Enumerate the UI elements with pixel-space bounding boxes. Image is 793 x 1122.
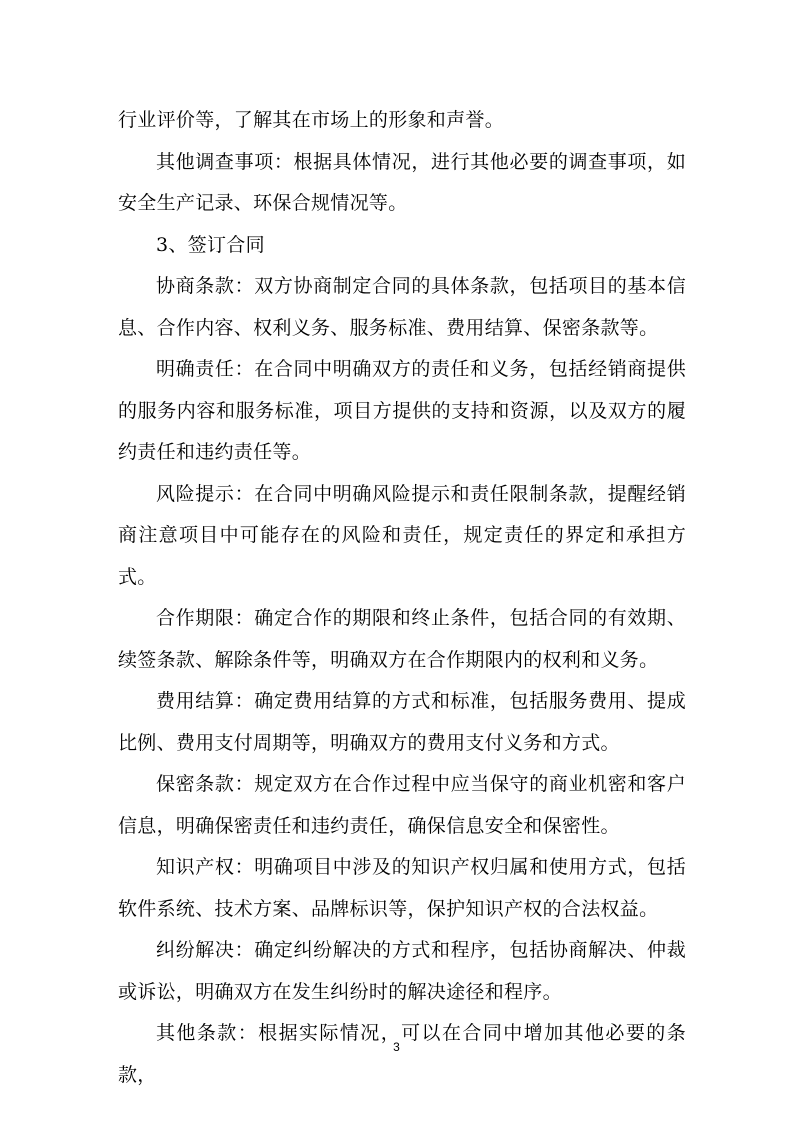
page-number: 3 [393, 1040, 400, 1054]
paragraph-intellectual-property: 知识产权：明确项目中涉及的知识产权归属和使用方式，包括软件系统、技术方案、品牌标识等，保护知识产权的合法权益。 [118, 856, 686, 920]
paragraph-confidentiality: 保密条款：规定双方在合作过程中应当保守的商业机密和客户信息，明确保密责任和违约责任，确保信息安全和保密性。 [118, 773, 686, 837]
paragraph-risk-notice: 风险提示：在合同中明确风险提示和责任限制条款，提醒经销商注意项目中可能存在的风险和责任，规定责任的界定和承担方式。 [118, 482, 686, 588]
paragraph-other-terms: 其他条款：根据实际情况，可以在合同中增加其他必要的条款， [118, 1022, 686, 1086]
paragraph-fee-settlement: 费用结算：确定费用结算的方式和标准，包括服务费用、提成比例、费用支付周期等，明确双方的费用支付义务和方式。 [118, 690, 686, 754]
paragraph-other-investigation: 其他调查事项：根据具体情况，进行其他必要的调查事项，如安全生产记录、环保合规情况等。 [118, 150, 686, 214]
paragraph-negotiate-terms: 协商条款：双方协商制定合同的具体条款，包括项目的基本信息、合作内容、权利义务、服务标准、费用结算、保密条款等。 [118, 275, 686, 339]
paragraph-clarify-responsibility: 明确责任：在合同中明确双方的责任和义务，包括经销商提供的服务内容和服务标准，项目方提供的支持和资源，以及双方的履约责任和违约责任等。 [118, 358, 686, 463]
paragraph-industry-evaluation: 行业评价等，了解其在市场上的形象和声誉。 [118, 109, 505, 131]
body-text [118, 100, 686, 1096]
section-heading-sign-contract: 3、签订合同 [156, 233, 265, 256]
paragraph-cooperation-term: 合作期限：确定合作的期限和终止条件，包括合同的有效期、续签条款、解除条件等，明确双方在合作期限内的权利和义务。 [118, 607, 686, 671]
paragraph-dispute-resolution: 纠纷解决：确定纠纷解决的方式和程序，包括协商解决、仲裁或诉讼，明确双方在发生纠纷时的解决途径和程序。 [118, 939, 686, 1003]
